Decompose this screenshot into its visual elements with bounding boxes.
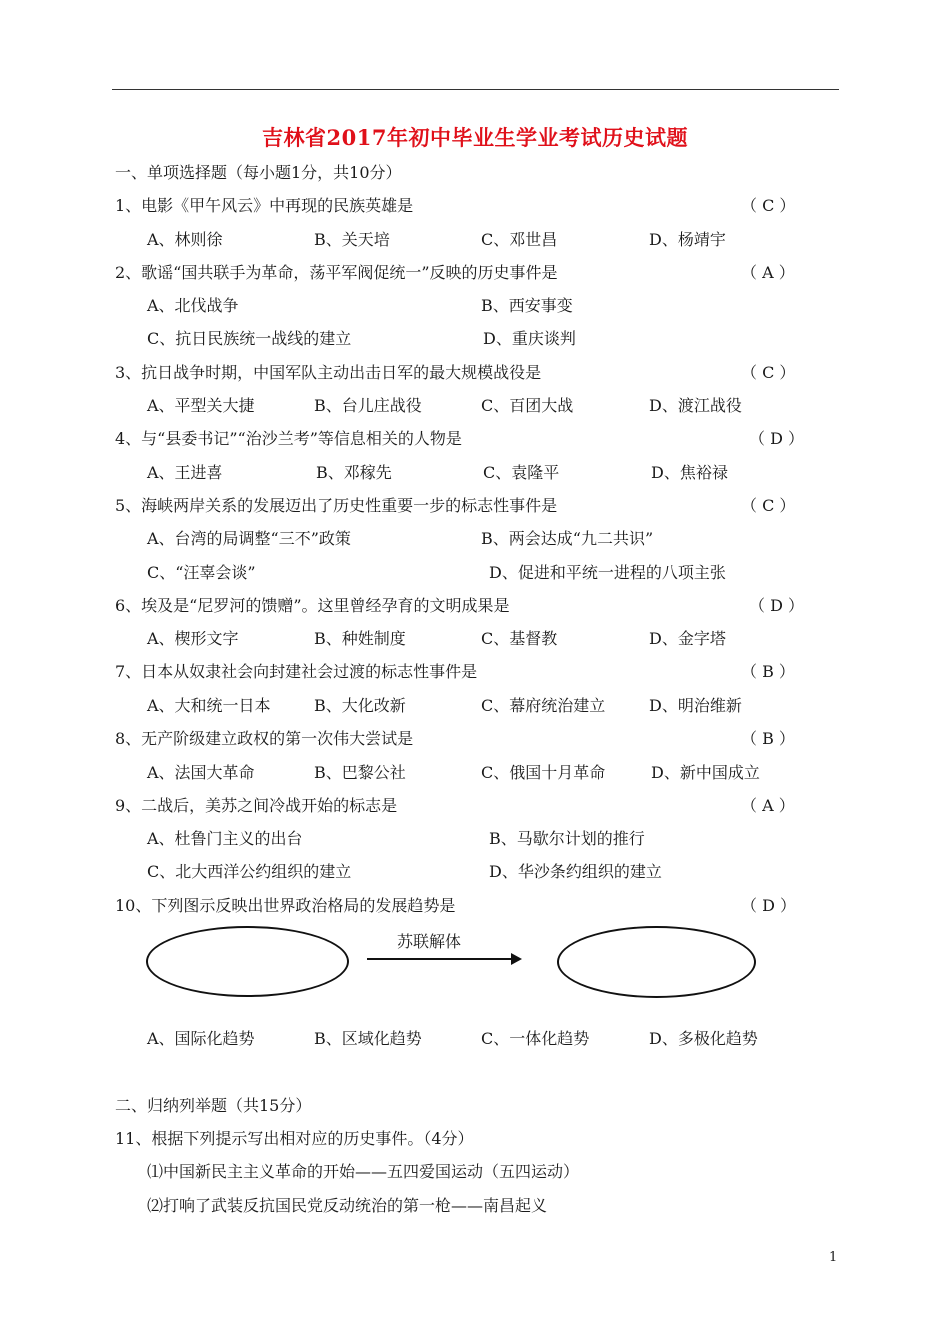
question-7-answer: （ B ） bbox=[741, 662, 795, 681]
question-2-option-b: B、西安事变 bbox=[481, 296, 573, 315]
question-5-option-a: A、台湾的局调整“三不”政策 bbox=[147, 529, 351, 548]
question-10-answer: （ D ） bbox=[741, 896, 797, 915]
question-5-option-d: D、促进和平统一进程的八项主张 bbox=[489, 563, 726, 582]
question-2-option-d: D、重庆谈判 bbox=[483, 329, 576, 348]
question-1-answer: （ C ） bbox=[741, 196, 796, 215]
question-1-option-b: B、关天培 bbox=[314, 230, 390, 249]
question-3-option-a: A、平型关大捷 bbox=[147, 396, 255, 415]
section-1-heading: 一、单项选择题（每小题1分，共10分） bbox=[115, 163, 402, 182]
question-3-answer: （ C ） bbox=[741, 363, 796, 382]
exam-title: 吉林省2017年初中毕业生学业考试历史试题 bbox=[262, 125, 688, 150]
diagram-arrow-line bbox=[367, 958, 513, 960]
question-4-option-b: B、邓稼先 bbox=[316, 463, 392, 482]
question-9-option-a: A、杜鲁门主义的出台 bbox=[147, 829, 303, 848]
question-4-stem: 4、与“县委书记”“治沙兰考”等信息相关的人物是 bbox=[115, 429, 462, 448]
question-10-option-a: A、国际化趋势 bbox=[147, 1029, 255, 1048]
question-4-option-c: C、袁隆平 bbox=[483, 463, 560, 482]
question-8-option-b: B、巴黎公社 bbox=[314, 763, 406, 782]
question-4-option-a: A、王进喜 bbox=[147, 463, 223, 482]
diagram-arrow-label: 苏联解体 bbox=[397, 932, 462, 951]
question-1-option-d: D、杨靖宇 bbox=[649, 230, 726, 249]
question-3-option-b: B、台儿庄战役 bbox=[314, 396, 422, 415]
question-6-answer: （ D ） bbox=[749, 596, 805, 615]
question-6-option-b: B、种姓制度 bbox=[314, 629, 406, 648]
question-6-option-d: D、金字塔 bbox=[649, 629, 726, 648]
question-11-item-2: ⑵打响了武装反抗国民党反动统治的第一枪——南昌起义 bbox=[147, 1196, 548, 1215]
question-10-option-b: B、区域化趋势 bbox=[314, 1029, 422, 1048]
question-5-answer: （ C ） bbox=[741, 496, 796, 515]
question-3-option-d: D、渡江战役 bbox=[649, 396, 742, 415]
question-8-answer: （ B ） bbox=[741, 729, 795, 748]
question-3-option-c: C、百团大战 bbox=[481, 396, 574, 415]
question-6-option-a: A、楔形文字 bbox=[147, 629, 239, 648]
question-11-stem: 11、根据下列提示写出相对应的历史事件。（4分） bbox=[115, 1129, 474, 1148]
question-7-option-a: A、大和统一日本 bbox=[147, 696, 271, 715]
question-1-stem: 1、电影《甲午风云》中再现的民族英雄是 bbox=[115, 196, 414, 215]
question-2-option-a: A、北伐战争 bbox=[147, 296, 239, 315]
question-9-stem: 9、二战后，美苏之间冷战开始的标志是 bbox=[115, 796, 398, 815]
question-9-option-c: C、北大西洋公约组织的建立 bbox=[147, 862, 352, 881]
question-9-option-d: D、华沙条约组织的建立 bbox=[489, 862, 662, 881]
question-7-option-d: D、明治维新 bbox=[649, 696, 742, 715]
question-2-stem: 2、歌谣“国共联手为革命，荡平军阀促统一”反映的历史事件是 bbox=[115, 263, 558, 282]
question-7-option-b: B、大化改新 bbox=[314, 696, 406, 715]
question-4-answer: （ D ） bbox=[749, 429, 805, 448]
question-10-stem: 10、下列图示反映出世界政治格局的发展趋势是 bbox=[115, 896, 456, 915]
page-number: 1 bbox=[829, 1250, 838, 1265]
question-5-option-b: B、两会达成“九二共识” bbox=[481, 529, 654, 548]
question-10-option-d: D、多极化趋势 bbox=[649, 1029, 758, 1048]
question-10-option-c: C、一体化趋势 bbox=[481, 1029, 590, 1048]
diagram-arrow-head bbox=[511, 953, 522, 965]
question-11-item-1: ⑴中国新民主主义革命的开始——五四爱国运动（五四运动） bbox=[147, 1162, 580, 1181]
question-1-option-c: C、邓世昌 bbox=[481, 230, 558, 249]
question-3-stem: 3、抗日战争时期，中国军队主动出击日军的最大规模战役是 bbox=[115, 363, 542, 382]
header-rule bbox=[112, 89, 839, 90]
question-8-option-c: C、俄国十月革命 bbox=[481, 763, 606, 782]
question-2-option-c: C、抗日民族统一战线的建立 bbox=[147, 329, 352, 348]
question-4-option-d: D、焦裕禄 bbox=[651, 463, 728, 482]
question-7-stem: 7、日本从奴隶社会向封建社会过渡的标志性事件是 bbox=[115, 662, 478, 681]
question-5-option-c: C、“汪辜会谈” bbox=[147, 563, 256, 582]
question-9-answer: （ A ） bbox=[741, 796, 795, 815]
section-2-heading: 二、归纳列举题（共15分） bbox=[115, 1096, 312, 1115]
question-5-stem: 5、海峡两岸关系的发展迈出了历史性重要一步的标志性事件是 bbox=[115, 496, 558, 515]
question-7-option-c: C、幕府统治建立 bbox=[481, 696, 606, 715]
question-1-option-a: A、林则徐 bbox=[147, 230, 223, 249]
question-8-option-d: D、新中国成立 bbox=[651, 763, 760, 782]
question-8-stem: 8、无产阶级建立政权的第一次伟大尝试是 bbox=[115, 729, 414, 748]
question-8-option-a: A、法国大革命 bbox=[147, 763, 255, 782]
question-6-stem: 6、埃及是“尼罗河的馈赠”。这里曾经孕育的文明成果是 bbox=[115, 596, 510, 615]
question-6-option-c: C、基督教 bbox=[481, 629, 558, 648]
diagram-right-ellipse bbox=[557, 926, 756, 998]
diagram-left-ellipse bbox=[146, 926, 349, 997]
question-9-option-b: B、马歇尔计划的推行 bbox=[489, 829, 645, 848]
question-2-answer: （ A ） bbox=[741, 263, 795, 282]
